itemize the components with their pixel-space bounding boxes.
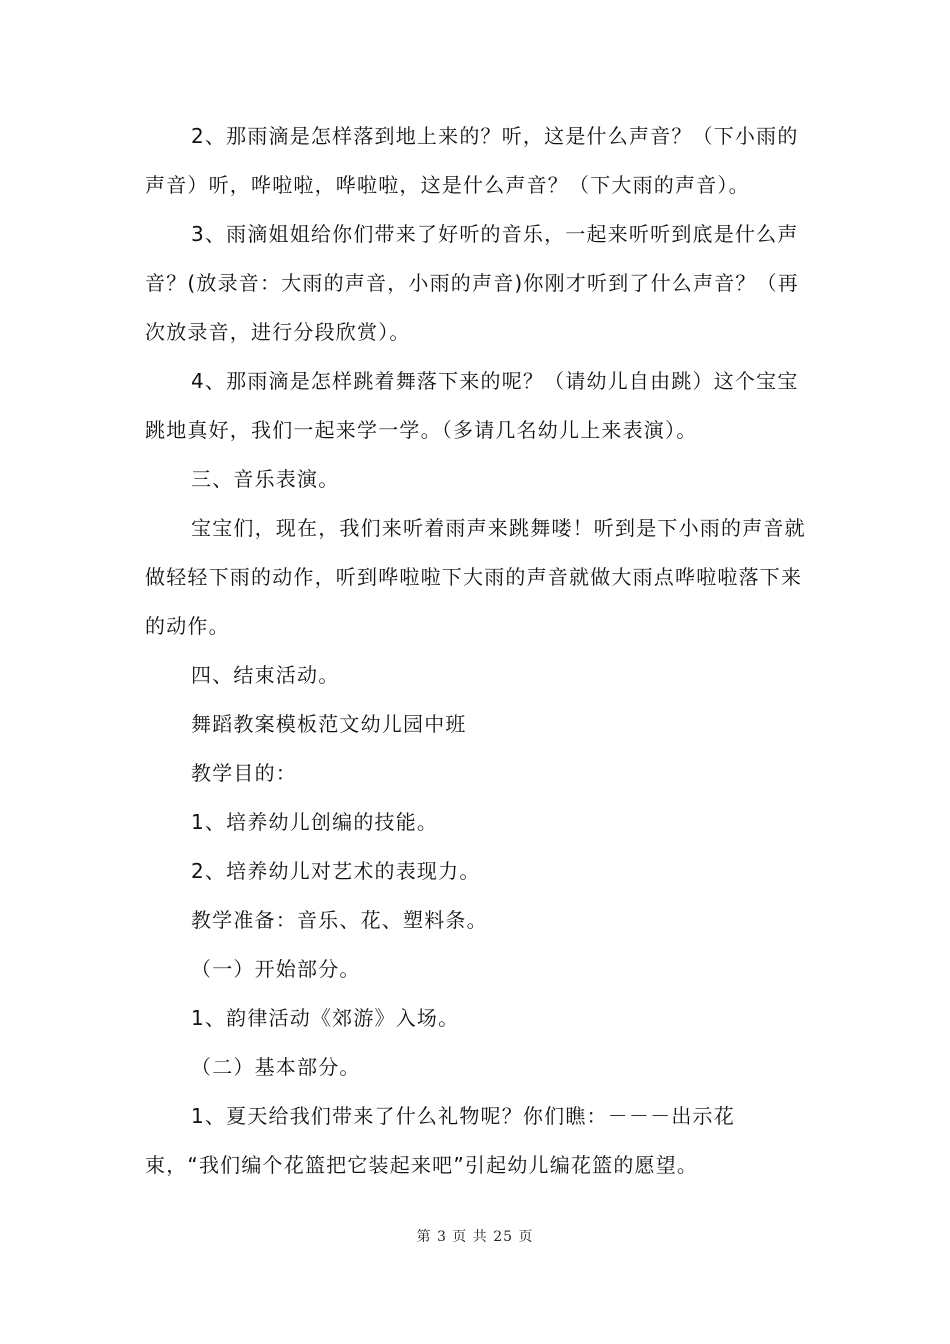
section-heading: 四、结束活动。: [191, 663, 340, 687]
section-heading: （一）开始部分。: [191, 957, 361, 981]
paragraph: 4、那雨滴是怎样跳着舞落下来的呢？（请幼儿自由跳）这个宝宝跳地真好，我们一起来学一学。（多请几名幼儿上来表演）。: [145, 369, 799, 442]
paragraph: 2、那雨滴是怎样落到地上来的？听，这是什么声音？（下小雨的声音）听，哗啦啦，哗啦啦，这是什么声音？（下大雨的声音）。: [145, 124, 799, 197]
paragraph: 教学目的：: [191, 761, 297, 785]
page-number-footer: 第 3 页 共 25 页: [416, 1229, 534, 1245]
document-body: [145, 112, 810, 1190]
list-item: 1、韵律活动《郊游》入场。: [191, 1006, 460, 1030]
list-item: 1、培养幼儿创编的技能。: [191, 810, 439, 834]
section-heading: 三、音乐表演。: [191, 467, 340, 491]
paragraph: 宝宝们，现在，我们来听着雨声来跳舞喽！听到是下小雨的声音就做轻轻下雨的动作，听到哗啦啦下大雨的声音就做大雨点哗啦啦落下来的动作。: [145, 516, 806, 638]
paragraph: 3、雨滴姐姐给你们带来了好听的音乐，一起来听听到底是什么声音？(放录音：大雨的声音，小雨的声音)你刚才听到了什么声音？（再次放录音，进行分段欣赏）。: [145, 222, 800, 344]
section-heading: （二）基本部分。: [191, 1055, 361, 1079]
paragraph: 教学准备：音乐、花、塑料条。: [191, 908, 488, 932]
document-subtitle: 舞蹈教案模板范文幼儿园中班: [191, 712, 467, 736]
list-item: 1、夏天给我们带来了什么礼物呢？你们瞧：－－－出示花束，“我们编个花篮把它装起来吧”引起幼儿编花篮的愿望。: [145, 1104, 735, 1177]
list-item: 2、培养幼儿对艺术的表现力。: [191, 859, 481, 883]
